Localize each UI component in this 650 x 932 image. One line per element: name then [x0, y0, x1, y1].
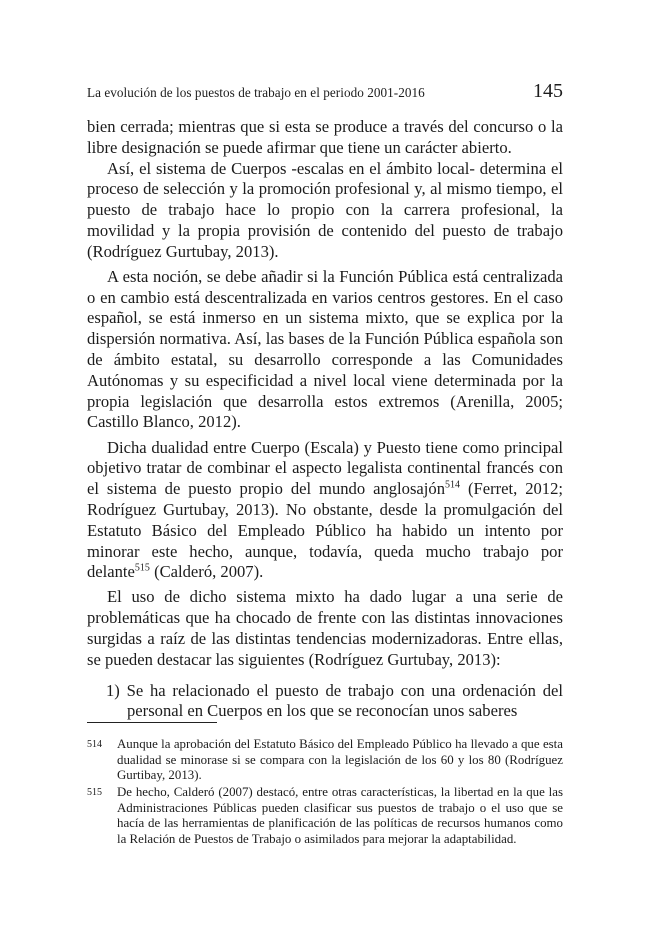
footnote-515 [87, 785, 563, 847]
paragraph-1: bien cerrada; mientras que si esta se produce a través del concurso o la libre designación se puede afirmar que tiene un carácter abierto. [87, 117, 563, 157]
paragraph-5: El uso de dicho sistema mixto ha dado lugar a una serie de problemáticas que ha chocado de frente con las distintas innovaciones surgidas a raíz de las distintas tendencias modernizadoras. Entre ellas, se pueden destacar las siguientes (Rodríguez Gurtubay, 2013): [87, 587, 563, 669]
footnote-text: De hecho, Calderó (2007) destacó, entre otras características, la libertad en la que las Administraciones Públicas pueden clasificar sus puestos de trabajo o el uso que se hacía de las herramientas de planificación de las políticas de recursos humanos como la Relación de Puestos de Trabajo o asimilados para mejorar la adaptabilidad. [117, 785, 563, 846]
list-item-1: 1) Se ha relacionado el puesto de trabajo con una ordenación del personal en Cuerpos en los que se reconocían unos saberes [106, 680, 563, 721]
footnote-text: Aunque la aprobación del Estatuto Básico del Empleado Público ha llevado a que esta dualidad se minorase si se compara con la legislación de los 60 y los 80 (Rodríguez Gurtibay, 2013). [117, 737, 563, 782]
paragraph-3: A esta noción, se debe añadir si la Función Pública está centralizada o en cambio está descentralizada en varios centros gestores. En el caso español, se está inmerso en un sistema mixto, que se explica por la dispersión normativa. Así, las bases de la Función Pública española son de ámbito estatal, su desarrollo corresponde a las Comunidades Autónomas y su especificidad a nivel local viene determinada por la propia legislación que desarrolla estos extremos (Arenilla, 2005; Castillo Blanco, 2012). [87, 266, 563, 432]
footnote-separator [87, 722, 217, 723]
running-header [87, 80, 563, 104]
body-text [87, 117, 563, 722]
paragraph-2: Así, el sistema de Cuerpos -escalas en el ámbito local- determina el proceso de selección y la promoción profesional y, al mismo tiempo, el puesto de trabajo hace lo propio con la carrera profesional, la movilidad y la propia provisión de contenido del puesto de trabajo (Rodríguez Gurtubay, 2013). [87, 158, 563, 261]
footnote-ref-514: 514 [445, 479, 460, 491]
paragraph-4 [87, 438, 563, 584]
footnote-ref-515: 515 [134, 562, 150, 574]
footnote-number: 514 [87, 739, 102, 750]
footnotes [87, 737, 563, 849]
running-title: La evolución de los puestos de trabajo en el periodo 2001-2016 [87, 85, 425, 100]
footnote-514 [87, 737, 563, 784]
page-number: 145 [533, 80, 563, 102]
paragraph-4-text-a: Dicha dualidad entre Cuerpo (Escala) y Puesto tiene como principal objetivo tratar de combinar el aspecto legalista continental francés con el sistema de puesto propio del mundo anglosajón [87, 437, 563, 499]
paragraph-4-text-c: (Calderó, 2007). [149, 562, 264, 582]
paragraph-4-text-b: (Ferret, 2012; Rodríguez Gurtubay, 2013). No obstante, desde la promulgación del Estatuto Básico del Empleado Público ha habido un intento por minorar este hecho, aunque, todavía, queda mucho trabajo por delante [87, 479, 564, 582]
footnote-number: 515 [87, 787, 102, 798]
